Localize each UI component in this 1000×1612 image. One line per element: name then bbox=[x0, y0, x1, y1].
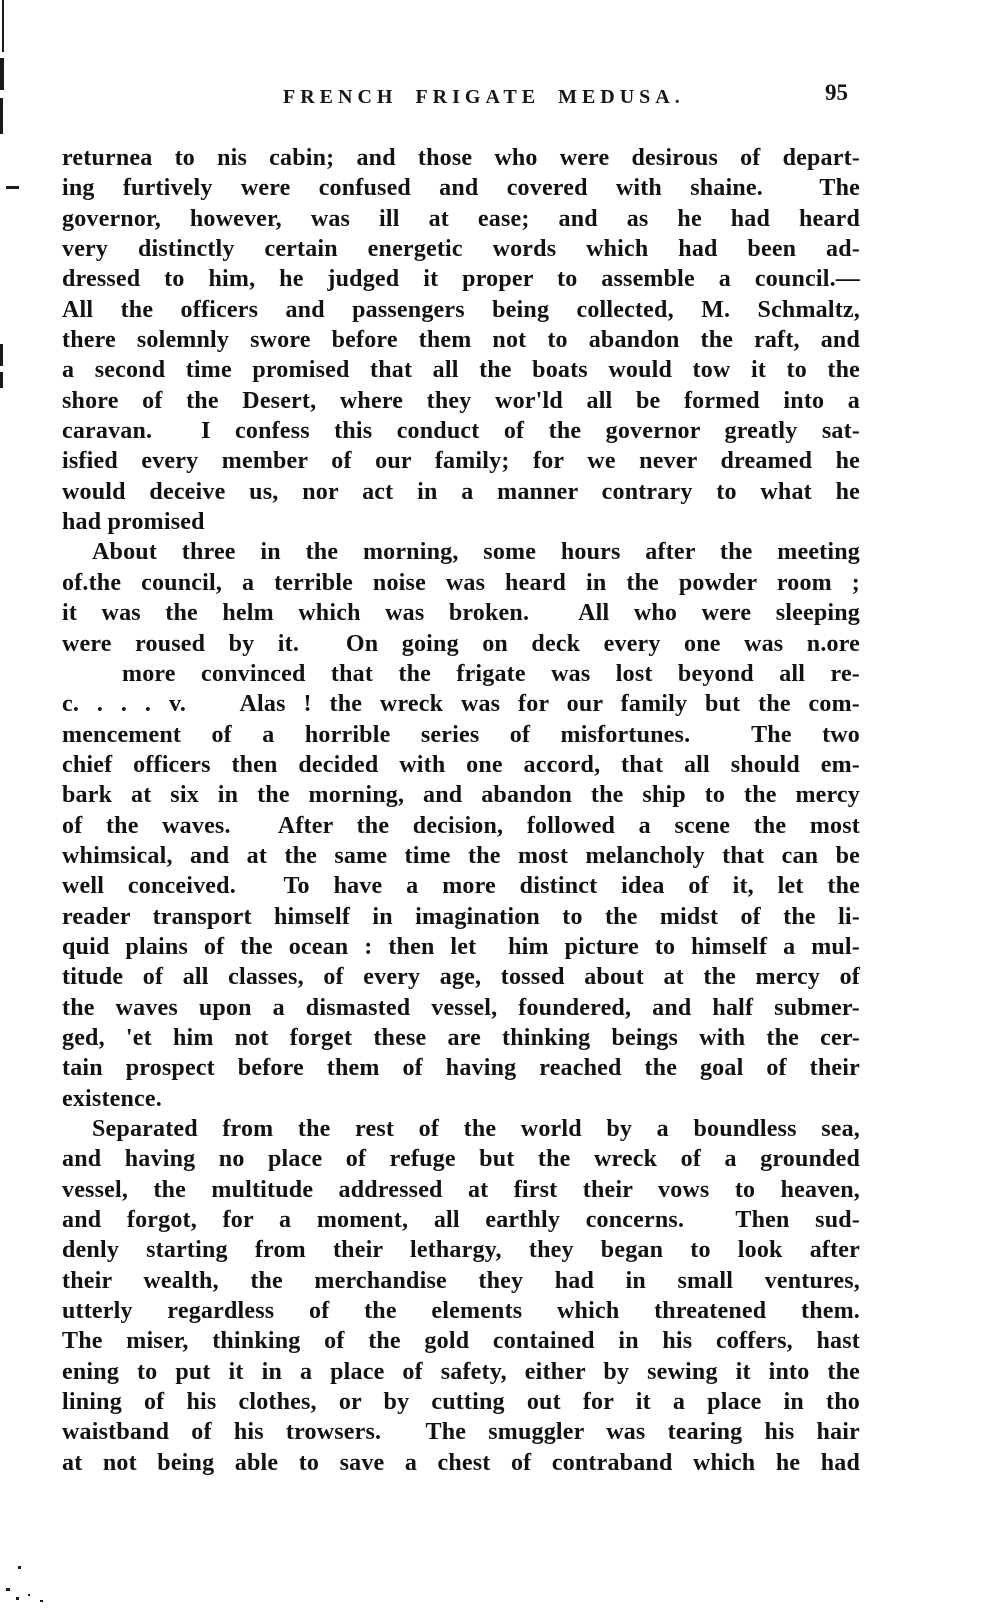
text-line: a second time promised that all the boats would tow it to the bbox=[62, 357, 860, 384]
paragraph bbox=[62, 1114, 860, 1478]
scan-artifact bbox=[0, 344, 3, 366]
text-line: denly starting from their lethargy, they began to look after bbox=[62, 1237, 860, 1264]
text-line: governor, however, was ill at ease; and as he had heard bbox=[62, 205, 860, 232]
body-text-block bbox=[62, 143, 860, 1478]
text-line: well conceived. To have a more distinct idea of it, let the bbox=[62, 873, 860, 900]
text-line: whimsical, and at the same time the most melancholy that can be bbox=[62, 842, 860, 869]
scan-artifact bbox=[0, 98, 3, 134]
text-line: existence. bbox=[62, 1085, 162, 1112]
text-line: shore of the Desert, where they wor'ld all be formed into a bbox=[62, 387, 860, 414]
text-line: ening to put it in a place of safety, either by sewing it into the bbox=[62, 1358, 860, 1385]
text-line: of.the council, a terrible noise was heard in the powder room ; bbox=[62, 569, 860, 596]
scan-artifact bbox=[6, 186, 19, 189]
text-line: About three in the morning, some hours after the meeting bbox=[92, 539, 860, 566]
text-line: All the officers and passengers being collected, M. Schmaltz, bbox=[62, 296, 860, 323]
text-line: very distinctly certain energetic words which had been ad- bbox=[62, 236, 860, 263]
text-line: waistband of his trowsers. The smuggler was tearing his hair bbox=[62, 1419, 860, 1446]
text-line: quid plains of the ocean : then let him picture to himself a mul- bbox=[62, 933, 860, 960]
text-line: bark at six in the morning, and abandon the ship to the mercy bbox=[62, 782, 860, 809]
scan-artifact bbox=[40, 1600, 43, 1602]
page-number: 95 bbox=[825, 80, 848, 105]
text-line: reader transport himself in imagination to the midst of the li- bbox=[62, 903, 860, 930]
text-line: vessel, the multitude addressed at first their vows to heaven, bbox=[62, 1176, 860, 1203]
text-line: and having no place of refuge but the wreck of a grounded bbox=[62, 1146, 860, 1173]
text-line: were roused by it. On going on deck every one was n.ore bbox=[62, 630, 860, 657]
text-line: chief officers then decided with one accord, that all should em- bbox=[62, 751, 860, 778]
text-line: returnea to nis cabin; and those who were desirous of depart- bbox=[62, 145, 860, 171]
text-line: the waves upon a dismasted vessel, foundered, and half submer- bbox=[62, 994, 860, 1021]
text-line: ing furtively were confused and covered with shaine. The bbox=[62, 175, 860, 202]
text-line: there solemnly swore before them not to abandon the raft, and bbox=[62, 327, 860, 354]
text-line: tain prospect before them of having reached the goal of their bbox=[62, 1055, 860, 1082]
scan-artifact bbox=[28, 1594, 30, 1596]
text-line: would deceive us, nor act in a manner contrary to what he bbox=[62, 478, 860, 505]
text-line: mencement of a horrible series of misfortunes. The two bbox=[62, 721, 860, 748]
text-line: their wealth, the merchandise they had in small ventures, bbox=[62, 1267, 860, 1294]
text-line: utterly regardless of the elements which threatened them. bbox=[62, 1298, 860, 1325]
paragraph bbox=[62, 143, 860, 537]
running-header-title: FRENCH FRIGATE MEDUSA. bbox=[283, 86, 685, 108]
text-line: caravan. I confess this conduct of the governor greatly sat- bbox=[62, 418, 860, 445]
text-line: at not being able to save a chest of contraband which he had bbox=[62, 1449, 860, 1476]
text-line: and forgot, for a moment, all earthly concerns. Then sud- bbox=[62, 1207, 860, 1234]
text-line: dressed to him, he judged it proper to assemble a council.— bbox=[62, 266, 860, 293]
scan-artifact bbox=[18, 1566, 21, 1569]
text-line: The miser, thinking of the gold contained in his coffers, hast bbox=[62, 1328, 860, 1355]
text-line: more convinced that the frigate was lost beyond all re- bbox=[122, 660, 860, 687]
text-line: c. . . . v. Alas ! the wreck was for our family but the com- bbox=[62, 691, 860, 718]
text-line: it was the helm which was broken. All who were sleeping bbox=[62, 600, 860, 627]
text-line: had promised bbox=[62, 509, 205, 536]
scan-artifact bbox=[6, 1588, 10, 1591]
scan-artifact bbox=[16, 1597, 19, 1600]
text-line: of the waves. After the decision, followed a scene the most bbox=[62, 812, 860, 839]
text-line: Separated from the rest of the world by a boundless sea, bbox=[92, 1116, 860, 1142]
scan-artifact bbox=[0, 372, 3, 388]
scan-artifact bbox=[0, 58, 4, 90]
paragraph bbox=[62, 537, 860, 1114]
scan-artifact bbox=[2, 0, 4, 52]
text-line: lining of his clothes, or by cutting out for it a place in tho bbox=[62, 1389, 860, 1416]
text-line: isfied every member of our family; for we never dreamed he bbox=[62, 448, 860, 475]
text-line: titude of all classes, of every age, tossed about at the mercy of bbox=[62, 964, 860, 991]
text-line: ged, 'et him not forget these are thinking beings with the cer- bbox=[62, 1024, 860, 1051]
